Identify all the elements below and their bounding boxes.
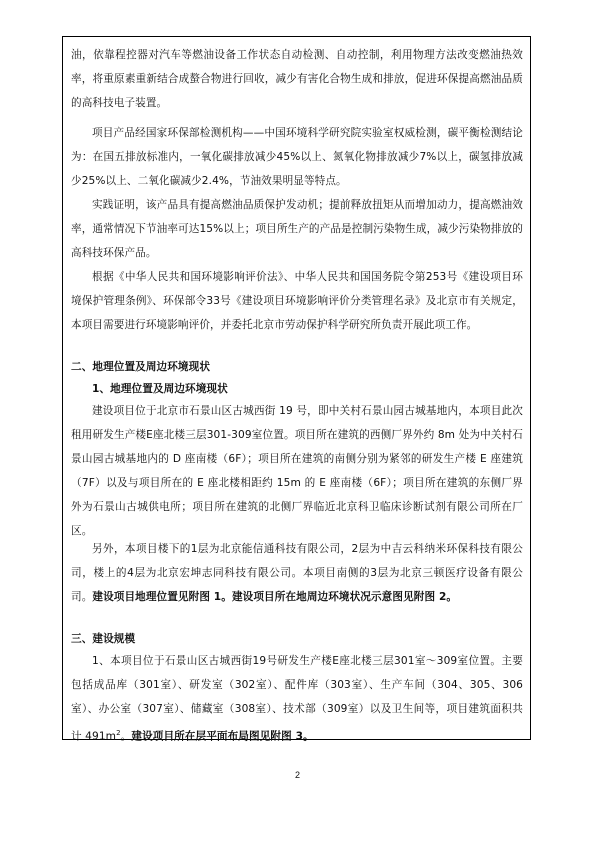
scale-text: 1、本项目位于石景山区古城西街19号研发生产楼E座北楼三层301室～309室位置。主要包括成品库（301室）、研发室（302室）、配件库（303室）、生产车间（304、305、306室）、办公室（307室）、储藏室（308室）、技术部（309室）以及卫生间等，项目建筑面积共计 491m — [71, 655, 523, 743]
paragraph-test-results: 项目产品经国家环保部检测机构——中国环境科学研究院实验室权威检测，碳平衡检测结论为：在国五排放标准内，一氧化碳排放减少45%以上、氮氧化物排放减少7%以上，碳氢排放减少25%以上、二氧化碳减少2.4%，节油效果明显等特点。 — [71, 127, 523, 187]
page-number: 2 — [294, 770, 300, 780]
section-heading-location: 二、地理位置及周边环境现状 — [71, 361, 211, 373]
paragraph-product-description: 油，依靠程控器对汽车等燃油设备工作状态自动检测、自动控制，利用物理方法改变燃油热效率，将重原素重新结合成螯合物进行回收，减少有害化合物生成和排放，促进环保提高燃油品质的高科技电子装置。 — [71, 49, 523, 109]
neighbors-text: 另外，本项目楼下的1层为北京能信通科技有限公司，2层为中吉云科纳米环保科技有限公司，楼上的4层为北京宏坤志同科技有限公司。本项目南侧的3层为北京三顿医疗设备有限公司。 — [71, 543, 523, 603]
neighbors-figure-reference: 建设项目地理位置见附图 1。建设项目所在地周边环境状况示意图见附图 2。 — [92, 591, 458, 603]
paragraph-practice-proof: 实践证明，该产品具有提高燃油品质保护发动机；提前释放扭矩从而增加动力，提高燃油效率，通常情况下节油率可达15%以上；项目所生产的产品是控制污染物生成，减少污染物排放的高科技环保产品。 — [71, 199, 523, 259]
paragraph-legal-basis: 根据《中华人民共和国环境影响评价法》、中华人民共和国国务院令第253号《建设项目环境保护管理条例》、环保部令33号《建设项目环境影响评价分类管理名录》及北京市有关规定，本项目需要进行环境影响评价，并委托北京市劳动保护科学研究所负责开展此项工作。 — [71, 271, 523, 331]
subsection-heading-location: 1、地理位置及周边环境现状 — [92, 383, 228, 395]
content-frame — [62, 36, 531, 743]
paragraph-scale — [71, 649, 523, 749]
scale-period: 。 — [120, 730, 132, 743]
section-heading-scale: 三、建设规模 — [71, 633, 136, 645]
paragraph-location-detail: 建设项目位于北京市石景山区古城西街 19 号，即中关村石景山园古城基地内，本项目此次租用研发生产楼E座北楼三层301-309室位置。项目所在建筑的西侧厂界外约 8m 处为中关村石景山园古城基地内的 D 座南楼（6F）；项目所在建筑的南侧分别为紧邻的研发生产楼 E 座建筑（7F）以及与项目所在的 E 座北楼相距约 15m 的 E 座南楼（6F）；项目所在建筑的东侧厂界外为石景山古城供电所；项目所在建筑的北侧厂界临近北京科卫临床诊断试剂有限公司所在厂区。 — [71, 405, 523, 537]
paragraph-neighbors — [71, 537, 523, 609]
superscript-two: 2 — [116, 729, 121, 737]
scale-figure-reference: 建设项目所在层平面布局图见附图 3。 — [131, 730, 314, 743]
